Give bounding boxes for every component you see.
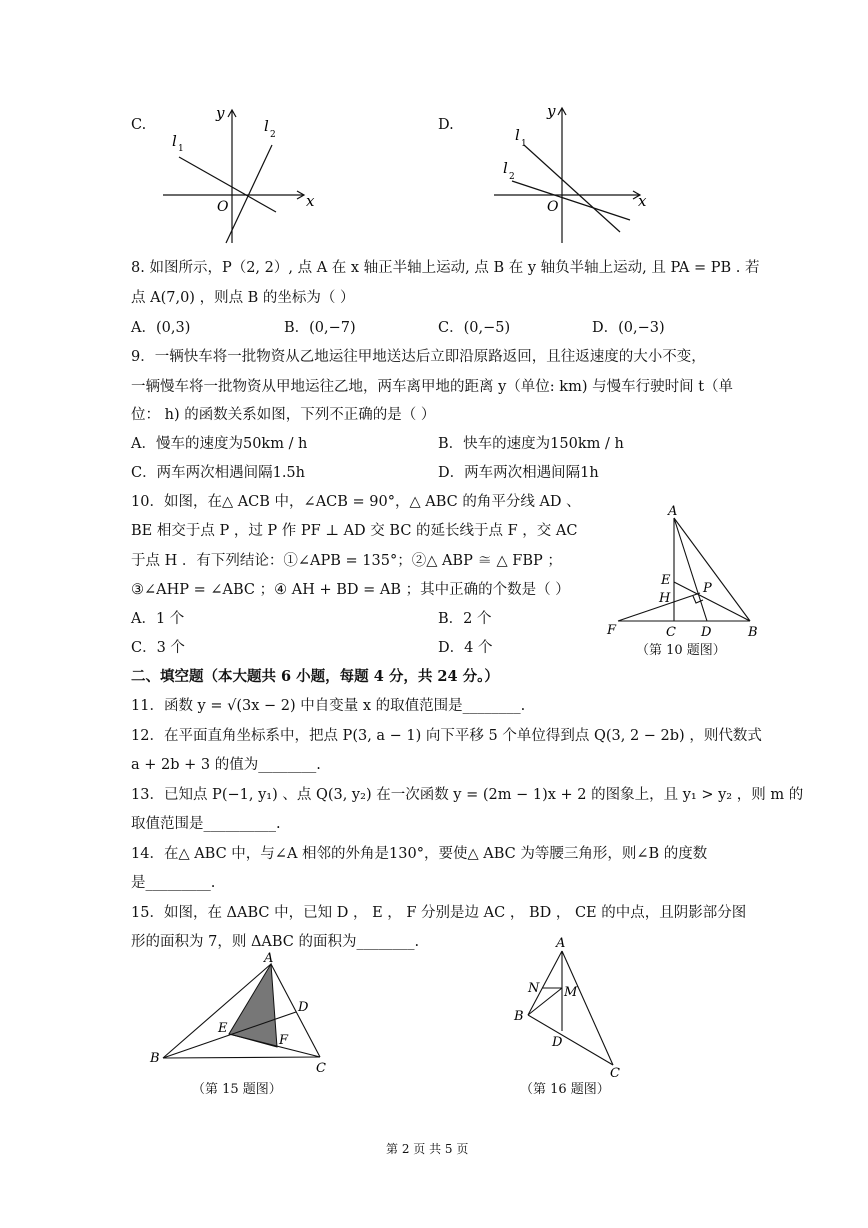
q10-line4: ③∠AHP = ∠ABC ；④ AH + BD = AB ；其中正确的个数是（ ） [131,582,570,598]
q10-option-d: D．4 个 [438,640,493,656]
fig16-label-a: A [556,936,566,951]
q8-line2: 点 A(7,0) ，则点 B 的坐标为（ ） [131,290,355,306]
fig10-caption: （第 10 题图） [636,643,726,658]
fig15-label-b: B [150,1051,160,1066]
q8-option-a: A．(0,3) [131,320,191,336]
option-d-l2-sub: 2 [509,172,515,182]
fig16-label-n: N [528,981,540,996]
option-c-label: C. [131,117,147,133]
fig16-label-d: D [552,1035,563,1050]
option-c-y-label: y [216,104,225,122]
q9-option-a: A．慢车的速度为50km / h [131,436,308,452]
option-c-l2-label: l [264,117,269,135]
fig16-label-m: M [564,985,578,1000]
q13-line2: 取值范围是__________. [131,816,281,832]
fig15-label-e: E [218,1021,228,1036]
q12-line1: 12．在平面直角坐标系中，把点 P(3, a − 1) 向下平移 5 个单位得到点 Q(3, 2 − 2b) ，则代数式 [131,728,762,744]
q15-line2: 形的面积为 7，则 ΔABC 的面积为________. [131,934,420,950]
fig10-label-h: H [659,591,671,606]
q10-option-c: C．3 个 [131,640,185,656]
q8-option-d: D．(0,−3) [592,320,665,336]
q13-line1: 13．已知点 P(−1, y₁) 、点 Q(3, y₂) 在一次函数 y = (2m − 1)x + 2 的图象上，且 y₁ > y₂ ，则 m 的 [131,787,804,803]
q10-option-b: B．2 个 [438,611,492,627]
option-d-origin-label: O [547,199,559,215]
fig10-label-b: B [748,625,758,640]
q10-line3: 于点 H ．有下列结论：①∠APB = 135°；②△ ABP ≅ △ FBP ； [131,553,562,569]
q9-line3: 位： h) 的函数关系如图，下列不正确的是（ ） [131,407,436,423]
fig16-caption: （第 16 题图） [520,1082,610,1097]
option-c-origin-label: O [217,199,229,215]
fig10-label-c: C [666,625,676,640]
option-c-l2-sub: 2 [270,130,276,140]
fig15-label-f: F [279,1033,289,1048]
fig10-label-a: A [668,504,678,519]
fig15-label-c: C [316,1061,326,1076]
q12-line2: a + 2b + 3 的值为________. [131,757,321,773]
q8-option-b: B．(0,−7) [284,320,356,336]
q15-line1: 15．如图，在 ΔABC 中，已知 D ， E ， F 分别是边 AC ， BD ， CE 的中点，且阴影部分图 [131,905,747,921]
page-footer: 第 2 页 共 5 页 [386,1142,469,1156]
option-d-label: D. [438,117,454,133]
fig10-label-d: D [701,625,712,640]
option-d-l1-label: l [515,126,520,144]
option-d-l2-label: l [503,159,508,177]
fig10-label-e: E [661,573,671,588]
option-c-l1-sub: 1 [178,144,184,154]
fig15-label-d: D [298,1000,309,1015]
q10-line1: 10．如图，在△ ACB 中，∠ACB = 90°，△ ABC 的角平分线 AD 、 [131,494,581,510]
q10-line2: BE 相交于点 P ，过 P 作 PF ⊥ AD 交 BC 的延长线于点 F ，交 AC [131,523,578,539]
fig15-caption: （第 15 题图） [192,1082,282,1097]
q10-option-a: A．1 个 [131,611,185,627]
section2-heading: 二、填空题（本大题共 6 小题，每题 4 分，共 24 分。） [131,668,499,685]
q14-line2: 是_________. [131,875,216,891]
q9-option-d: D．两车两次相遇间隔1h [438,465,599,481]
option-c-x-label: x [306,192,315,210]
q11-line1: 11．函数 y = √(3x − 2) 中自变量 x 的取值范围是________. [131,698,526,714]
fig16-label-b: B [514,1009,524,1024]
option-d-l1-sub: 1 [521,139,527,149]
option-d-x-label: x [638,192,647,210]
q9-line2: 一辆慢车将一批物资从甲地运往乙地，两车离甲地的距离 y（单位: km) 与慢车行驶时间 t（单 [131,379,734,395]
fig10-label-f: F [607,623,617,638]
q8-line1: 8. 如图所示，P（2, 2）, 点 A 在 x 轴正半轴上运动, 点 B 在 y 轴负半轴上运动, 且 PA = PB . 若 [131,260,760,276]
q14-line1: 14．在△ ABC 中，与∠A 相邻的外角是130°，要使△ ABC 为等腰三角形，则∠B 的度数 [131,846,708,862]
q8-option-c: C．(0,−5) [438,320,511,336]
option-d-y-label: y [547,102,556,120]
fig16-label-c: C [610,1066,620,1081]
option-c-l1-label: l [172,132,177,150]
fig15-label-a: A [264,951,274,966]
q9-line1: 9．一辆快车将一批物资从乙地运往甲地送达后立即沿原路返回，且往返速度的大小不变， [131,349,706,365]
q9-option-c: C．两车两次相遇间隔1.5h [131,465,305,481]
q9-option-b: B．快车的速度为150km / h [438,436,624,452]
fig10-label-p: P [703,581,712,596]
